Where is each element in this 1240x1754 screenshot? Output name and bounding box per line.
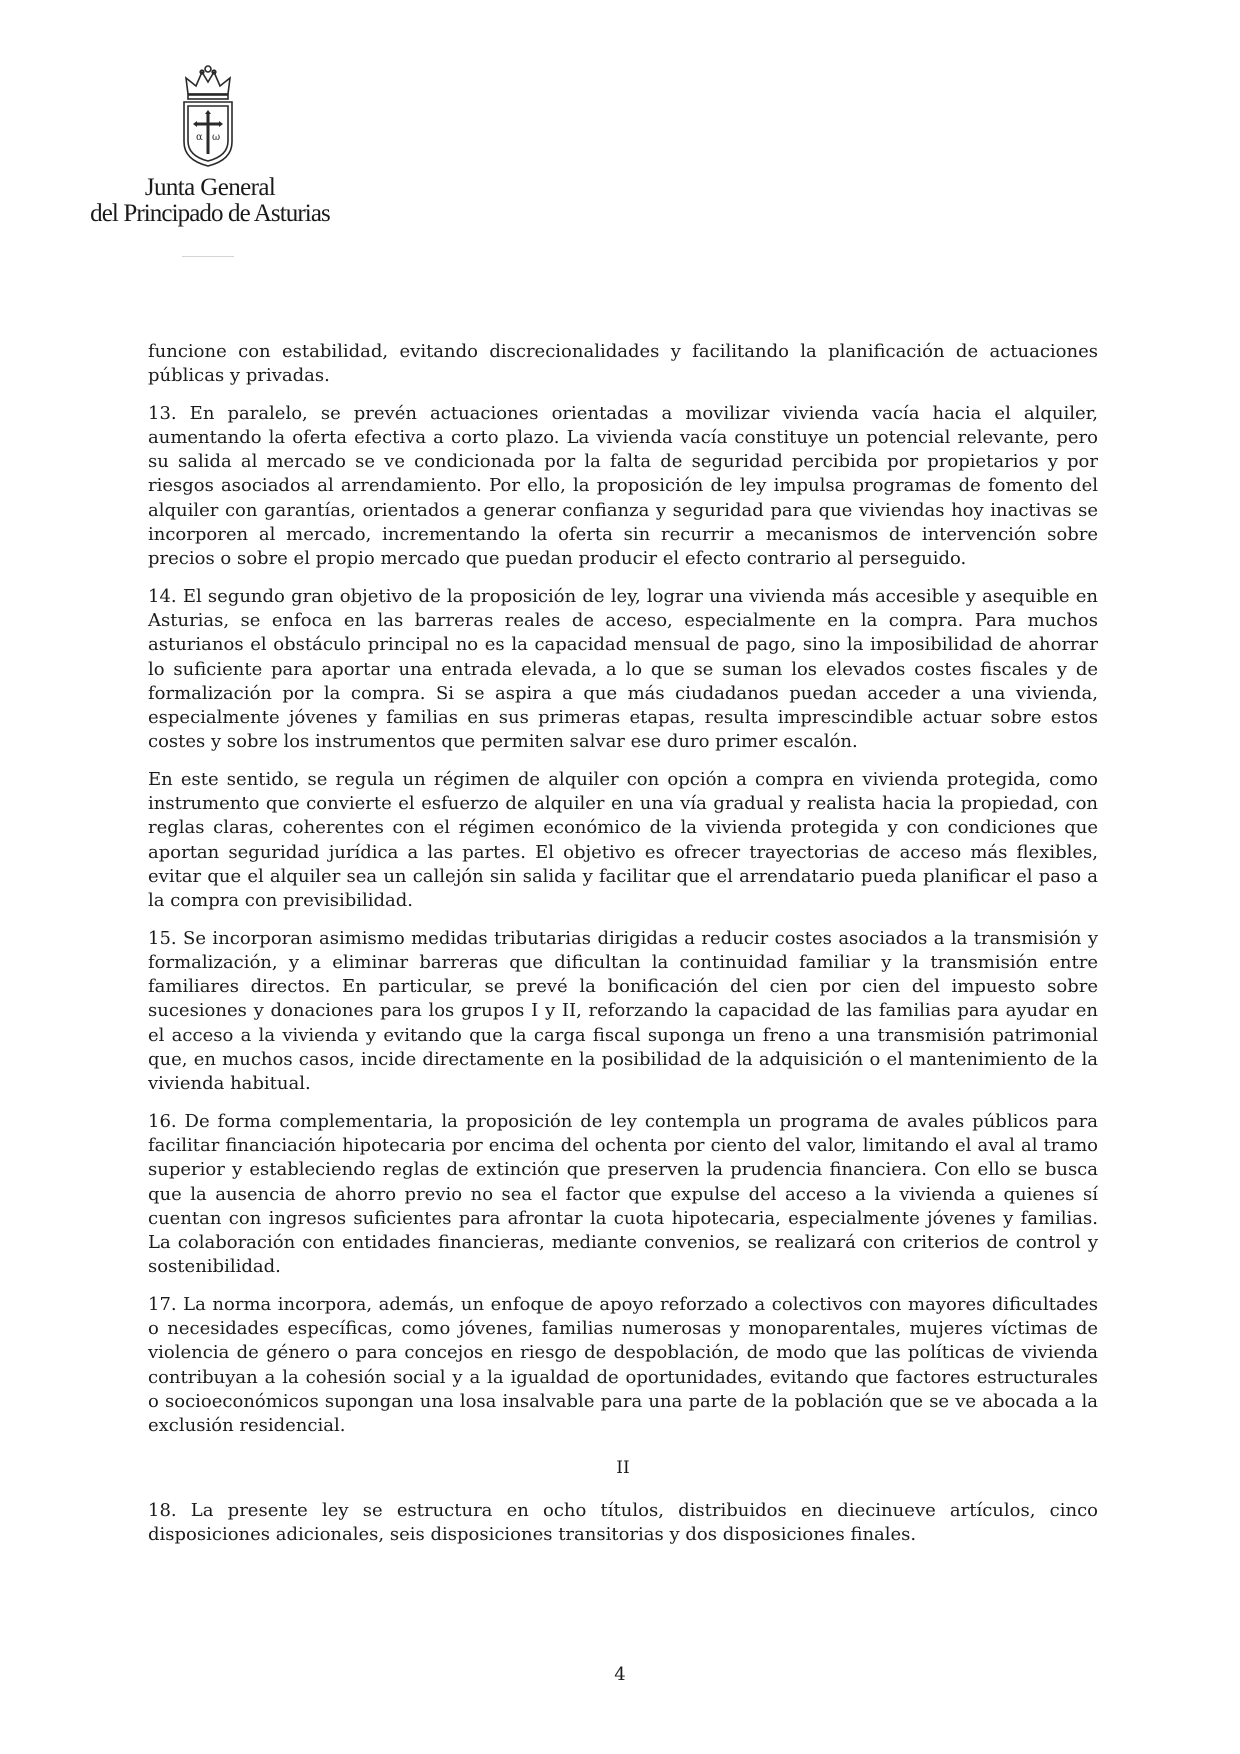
institution-name-line2: del Principado de Asturias [90, 200, 330, 227]
paragraph: 15. Se incorporan asimismo medidas tributarias dirigidas a reducir costes asociados a la transmisión y formalización, y a eliminar barreras que dificultan la continuidad familiar y la transmisión entre familiares directos. En particular, se prevé la bonificación del cien por cien del impuesto sobre sucesiones y donaciones para los grupos I y II, reforzando la capacidad de las familias para ayudar en el acceso a la vivienda y evitando que la carga fiscal suponga un freno a una transmisión patrimonial que, en muchos casos, incide directamente en la posibilidad de la adquisición o el mantenimiento de la vivienda habitual. [148, 927, 1098, 1095]
paragraph: 13. En paralelo, se prevén actuaciones orientadas a movilizar vivienda vacía hacia el alquiler, aumentando la oferta efectiva a corto plazo. La vivienda vacía constituye un potencial relevante, pero su salida al mercado se ve condicionada por la falta de seguridad percibida por propietarios y por riesgos asociados al arrendamiento. Por ello, la proposición de ley impulsa programas de fomento del alquiler con garantías, orientados a generar confianza y seguridad para que viviendas hoy inactivas se incorporen al mercado, incrementando la oferta sin recurrir a mecanismos de intervención sobre precios o sobre el propio mercado que puedan producir el efecto contrario al perseguido. [148, 402, 1098, 570]
paragraph: 18. La presente ley se estructura en ocho títulos, distribuidos en diecinueve artículos, cinco disposiciones adicionales, seis disposiciones transitorias y dos disposiciones finales. [148, 1499, 1098, 1546]
svg-text:ω: ω [212, 132, 221, 143]
paragraph: 16. De forma complementaria, la proposición de ley contempla un programa de avales públicos para facilitar financiación hipotecaria por encima del ochenta por ciento del valor, limitando el aval al tramo superior y estableciendo reglas de extinción que preserven la prudencia financiera. Con ello se busca que la ausencia de ahorro previo no sea el factor que expulse del acceso a la vivienda a quienes sí cuentan con ingresos suficientes para afrontar la cuota hipotecaria, especialmente jóvenes y familias. La colaboración con entidades financieras, mediante convenios, se realizará con criterios de control y sostenibilidad. [148, 1110, 1098, 1278]
document-body [148, 340, 1098, 1560]
section-heading: II [616, 1458, 630, 1479]
svg-text:α: α [196, 132, 203, 143]
coat-of-arms-icon [178, 64, 238, 168]
paragraph: 14. El segundo gran objetivo de la proposición de ley, lograr una vivienda más accesible y asequible en Asturias, se enfoca en las barreras reales de acceso, especialmente en la compra. Para muchos asturianos el obstáculo principal no es la capacidad mensual de pago, sino la imposibilidad de ahorrar lo suficiente para aportar una entrada elevada, a lo que se suman los elevados costes fiscales y de formalización por la compra. Si se aspira a que más ciudadanos puedan acceder a una vivienda, especialmente jóvenes y familias en sus primeras etapas, resulta imprescindible actuar sobre estos costes y sobre los instrumentos que permiten salvar ese duro primer escalón. [148, 585, 1098, 753]
paragraph: 17. La norma incorpora, además, un enfoque de apoyo reforzado a colectivos con mayores dificultades o necesidades específicas, como jóvenes, familias numerosas y monoparentales, mujeres víctimas de violencia de género o para concejos en riesgo de despoblación, de modo que las políticas de vivienda contribuyan a la cohesión social y a la igualdad de oportunidades, evitando que factores estructurales o socioeconómicos supongan una losa insalvable para una parte de la población que se ve abocada a la exclusión residencial. [148, 1293, 1098, 1437]
institution-name [80, 175, 340, 227]
header-divider [182, 256, 234, 257]
institution-name-line1: Junta General [144, 174, 276, 201]
paragraph: En este sentido, se regula un régimen de alquiler con opción a compra en vivienda protegida, como instrumento que convierte el esfuerzo de alquiler en una vía gradual y realista hacia la propiedad, con reglas claras, coherentes con el régimen económico de la vivienda protegida y con condiciones que aportan seguridad jurídica a las partes. El objetivo es ofrecer trayectorias de acceso más flexibles, evitar que el alquiler sea un callejón sin salida y facilitar que el arrendatario pueda planificar el paso a la compra con previsibilidad. [148, 768, 1098, 912]
page-number: 4 [614, 1664, 626, 1685]
paragraph: funcione con estabilidad, evitando discrecionalidades y facilitando la planificación de actuaciones públicas y privadas. [148, 341, 1098, 387]
